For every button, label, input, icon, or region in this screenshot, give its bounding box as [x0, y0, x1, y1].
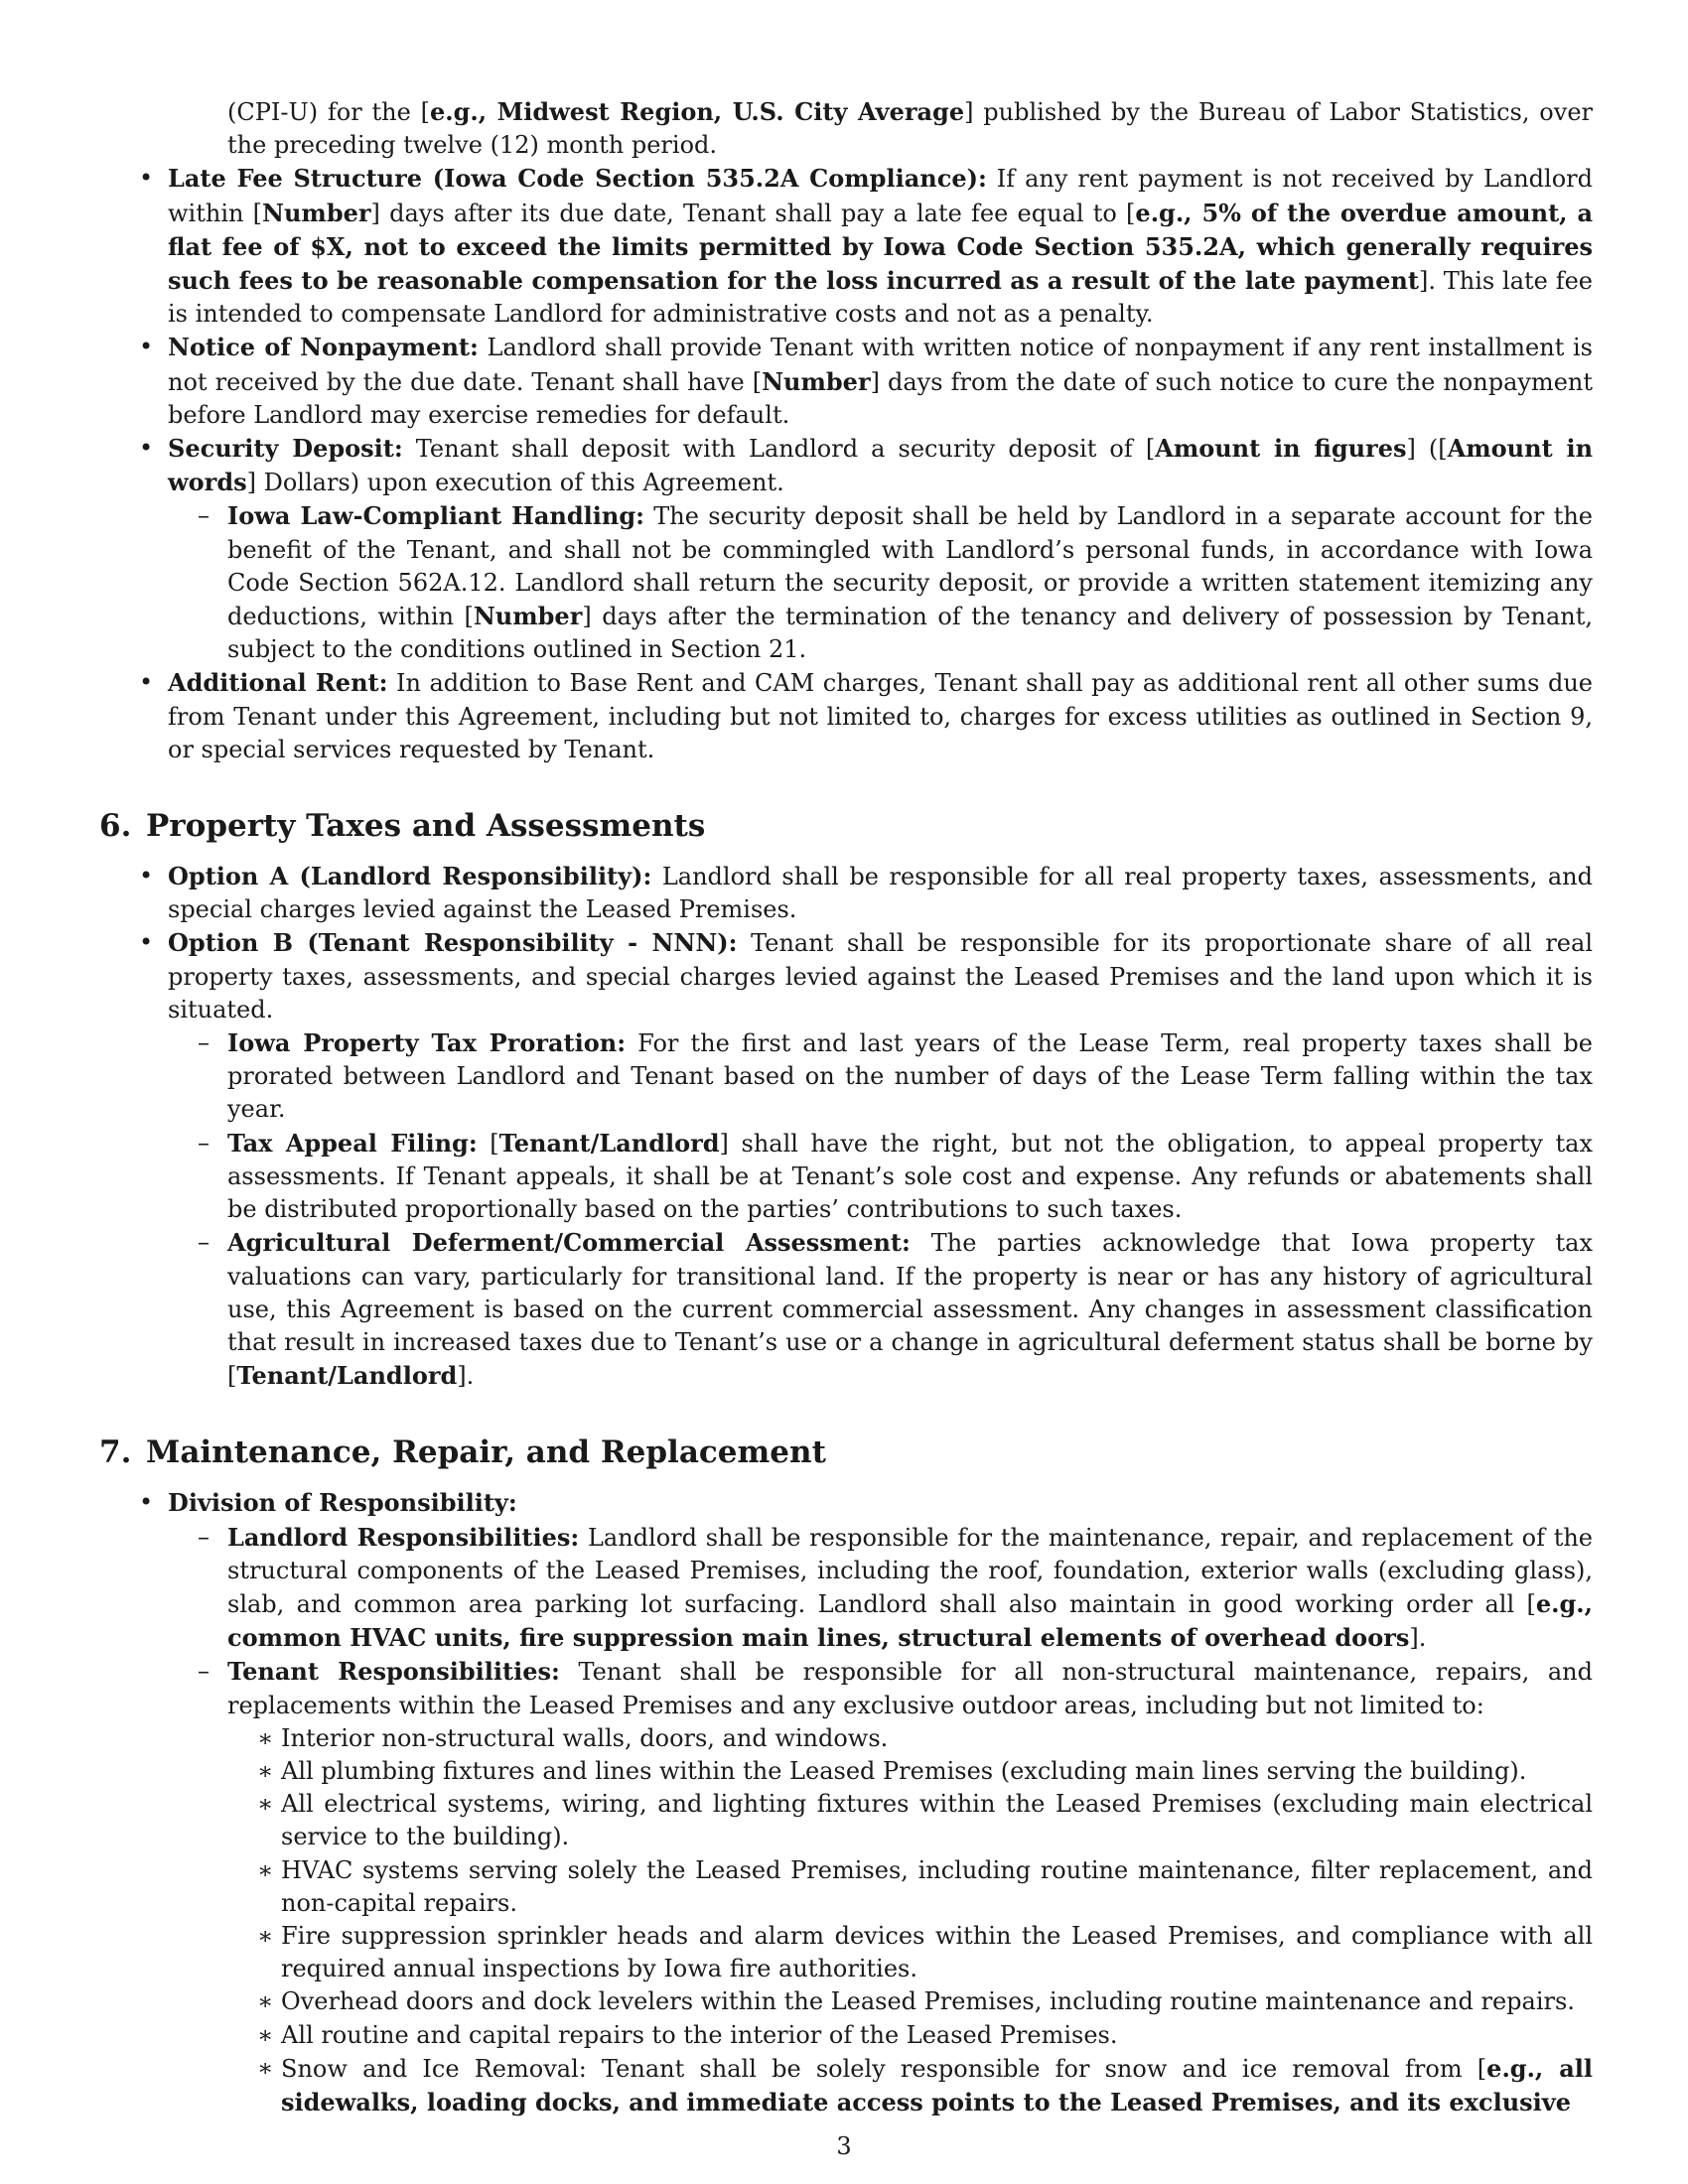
item-heading: Late Fee Structure (Iowa Code Section 535.2A Compliance):	[168, 164, 987, 194]
tax-proration-item	[168, 1026, 1593, 1127]
item-heading: Agricultural Deferment/Commercial Assessment:	[227, 1228, 911, 1258]
landlord-responsibilities-item	[168, 1521, 1593, 1656]
placeholder-bold: e.g., common HVAC units, fire suppression main lines, structural elements of overhead doors	[227, 1588, 1593, 1653]
option-b-item	[99, 926, 1593, 1393]
text-span: Landlord shall be responsible for the maintenance, repair, and replacement of the structural components of the Leased Premises, including the roof, foundation, exterior walls (excluding glass), slab, and common area parking lot surfacing. Landlord shall also maintain in good working order all [	[227, 1523, 1593, 1618]
item-heading: Security Deposit:	[168, 434, 403, 464]
text-span: (CPI-U) for the [	[227, 98, 431, 126]
security-deposit-item	[99, 432, 1593, 666]
placeholder-bold: Tenant/Landlord	[498, 1128, 720, 1158]
continuation-paragraph	[99, 95, 1593, 162]
item-heading: Landlord Responsibilities:	[227, 1522, 580, 1552]
text-span: ].	[1409, 1624, 1427, 1653]
late-fee-item	[99, 162, 1593, 331]
agricultural-assessment-item	[168, 1226, 1593, 1393]
text-span: ].	[457, 1362, 475, 1391]
text-span: Snow and Ice Removal: Tenant shall be solely responsible for snow and ice removal from [	[281, 2054, 1487, 2083]
tenant-duty-item: ∗ Overhead doors and dock levelers within the Leased Premises, including routine maintenance and repairs.	[227, 1985, 1593, 2018]
tenant-duty-item: ∗ Fire suppression sprinkler heads and alarm devices within the Leased Premises, and compliance with all required annual inspections by Iowa fire authorities.	[227, 1920, 1593, 1985]
notice-nonpayment-item	[99, 331, 1593, 432]
item-heading: Tenant Responsibilities:	[227, 1657, 560, 1687]
text-span: ] published by the Bureau of Labor Statistics, over the preceding twelve (12) month period.	[227, 98, 1593, 160]
item-heading: Additional Rent:	[168, 668, 388, 698]
tenant-duty-item: ∗ All plumbing fixtures and lines within the Leased Premises (excluding main lines serving the building).	[227, 1755, 1593, 1788]
text-span: ]. This late fee is intended to compensate Landlord for administrative costs and not as a penalty.	[168, 267, 1593, 329]
text-span: If any rent payment is not received by Landlord within [	[168, 165, 1593, 227]
text-span: ] days from the date of such notice to cure the nonpayment before Landlord may exercise remedies for default.	[168, 367, 1593, 429]
placeholder-bold: Number	[473, 602, 583, 631]
section-title: Property Taxes and Assessments	[146, 808, 706, 845]
placeholder-bold: e.g., all sidewalks, loading docks, and immediate access points to the Leased Premises, and its exclusive	[281, 2053, 1593, 2116]
placeholder-bold: Tenant/Landlord	[236, 1361, 458, 1391]
placeholder-bold: e.g., 5% of the overdue amount, a flat fee of $X, not to exceed the limits permitted by Iowa Code Section 535.2A, which generally requires such fees to be reasonable compensation for the loss incurred as a result of the late payment	[168, 198, 1593, 296]
text-span: Tenant shall deposit with Landlord a security deposit of [	[402, 435, 1156, 464]
division-responsibility-item	[99, 1486, 1593, 2119]
text-span: ] days after the termination of the tenancy and delivery of possession by Tenant, subject to the conditions outlined in Section 21.	[227, 603, 1594, 664]
option-b-sub-list	[168, 1026, 1593, 1393]
item-heading: Option B (Tenant Responsibility - NNN):	[168, 928, 738, 958]
deposit-handling-item	[168, 499, 1593, 666]
tenant-duties-list	[227, 1722, 1593, 2119]
text-span: Landlord shall be responsible for all real property taxes, assessments, and special charges levied against the Leased Premises.	[168, 863, 1593, 924]
section-7-heading	[99, 1433, 1593, 1472]
placeholder-bold: Number	[262, 198, 371, 227]
text-span: ] ([	[1406, 435, 1448, 464]
placeholder-bold: Amount in figures	[1155, 434, 1407, 464]
text-span: Tenant shall be responsible for all non-structural maintenance, repairs, and replacements within the Leased Premises and any exclusive outdoor areas, including but not limited to:	[227, 1658, 1593, 1719]
section-title: Maintenance, Repair, and Replacement	[146, 1434, 826, 1471]
text-span: The parties acknowledge that Iowa property tax valuations can vary, particularly for transitional land. If the property is near or has any history of agricultural use, this Agreement is based on the current commercial assessment. Any changes in assessment classification that result in increased taxes due to Tenant’s use or a change in agricultural deferment status shall be borne by [	[227, 1229, 1593, 1391]
text-span: The security deposit shall be held by Landlord in a separate account for the benefit of the Tenant, and shall not be commingled with Landlord’s personal funds, in accordance with Iowa Code Section 562A.12. Landlord shall return the security deposit, or provide a written statement itemizing any deductions, within [	[227, 502, 1594, 631]
placeholder-bold: Amount in words	[168, 434, 1594, 497]
tenant-responsibilities-item	[168, 1655, 1593, 2119]
page-number: 3	[836, 2132, 852, 2160]
section-7-list	[99, 1486, 1593, 2119]
tenant-duty-item: ∗ Interior non-structural walls, doors, and windows.	[227, 1722, 1593, 1755]
deposit-sub-list	[168, 499, 1593, 666]
additional-rent-item	[99, 666, 1593, 766]
section-number: 7.	[99, 1434, 132, 1471]
text-span: Tenant shall be responsible for its proportionate share of all real property taxes, assessments, and special charges levied against the Leased Premises and the land upon which it is situated.	[168, 929, 1593, 1024]
division-sub-list	[168, 1521, 1593, 2120]
text-span: In addition to Base Rent and CAM charges, Tenant shall pay as additional rent all other sums due from Tenant under this Agreement, including but not limited to, charges for excess utilities as outlined in Section 9, or special services requested by Tenant.	[168, 669, 1594, 763]
text-span: ] days after its due date, Tenant shall pay a late fee equal to [	[370, 199, 1136, 227]
rent-bullet-list	[99, 162, 1593, 766]
item-heading: Notice of Nonpayment:	[168, 333, 479, 362]
text-span: ] Dollars) upon execution of this Agreement.	[246, 469, 784, 497]
text-span: ] shall have the right, but not the obligation, to appeal property tax assessments. If Tenant appeals, it shall be at Tenant’s sole cost and expense. Any refunds or abatements shall be distributed proportionally based on the parties’ contributions to such taxes.	[227, 1129, 1593, 1224]
text-span: Landlord shall provide Tenant with written notice of nonpayment if any rent installment is not received by the due date. Tenant shall have [	[168, 334, 1594, 396]
section-6-list	[99, 860, 1593, 1393]
placeholder-bold: e.g., Midwest Region, U.S. City Average	[430, 97, 965, 126]
item-heading: Option A (Landlord Responsibility):	[168, 862, 652, 891]
tax-appeal-item	[168, 1127, 1593, 1227]
text-span: For the first and last years of the Lease Term, real property taxes shall be prorated between Landlord and Tenant based on the number of days of the Lease Term falling within the tax year.	[227, 1029, 1593, 1124]
tenant-duty-item: ∗ All routine and capital repairs to the interior of the Leased Premises.	[227, 2019, 1593, 2052]
section-number: 6.	[99, 808, 132, 845]
section-6-heading	[99, 806, 1593, 846]
item-heading: Division of Responsibility:	[168, 1488, 517, 1518]
option-a-item	[99, 860, 1593, 926]
item-heading: Tax Appeal Filing:	[227, 1128, 478, 1158]
text-span: [	[477, 1129, 499, 1158]
item-heading: Iowa Law-Compliant Handling:	[227, 501, 644, 531]
item-heading: Iowa Property Tax Proration:	[227, 1028, 627, 1058]
tenant-duty-item: ∗ All electrical systems, wiring, and lighting fixtures within the Leased Premises (excluding main electrical service to the building).	[227, 1788, 1593, 1853]
document-page	[99, 95, 1593, 2119]
tenant-duty-item: ∗ HVAC systems serving solely the Leased Premises, including routine maintenance, filter replacement, and non-capital repairs.	[227, 1854, 1593, 1920]
placeholder-bold: Number	[762, 366, 871, 396]
snow-ice-removal-item	[227, 2052, 1593, 2119]
